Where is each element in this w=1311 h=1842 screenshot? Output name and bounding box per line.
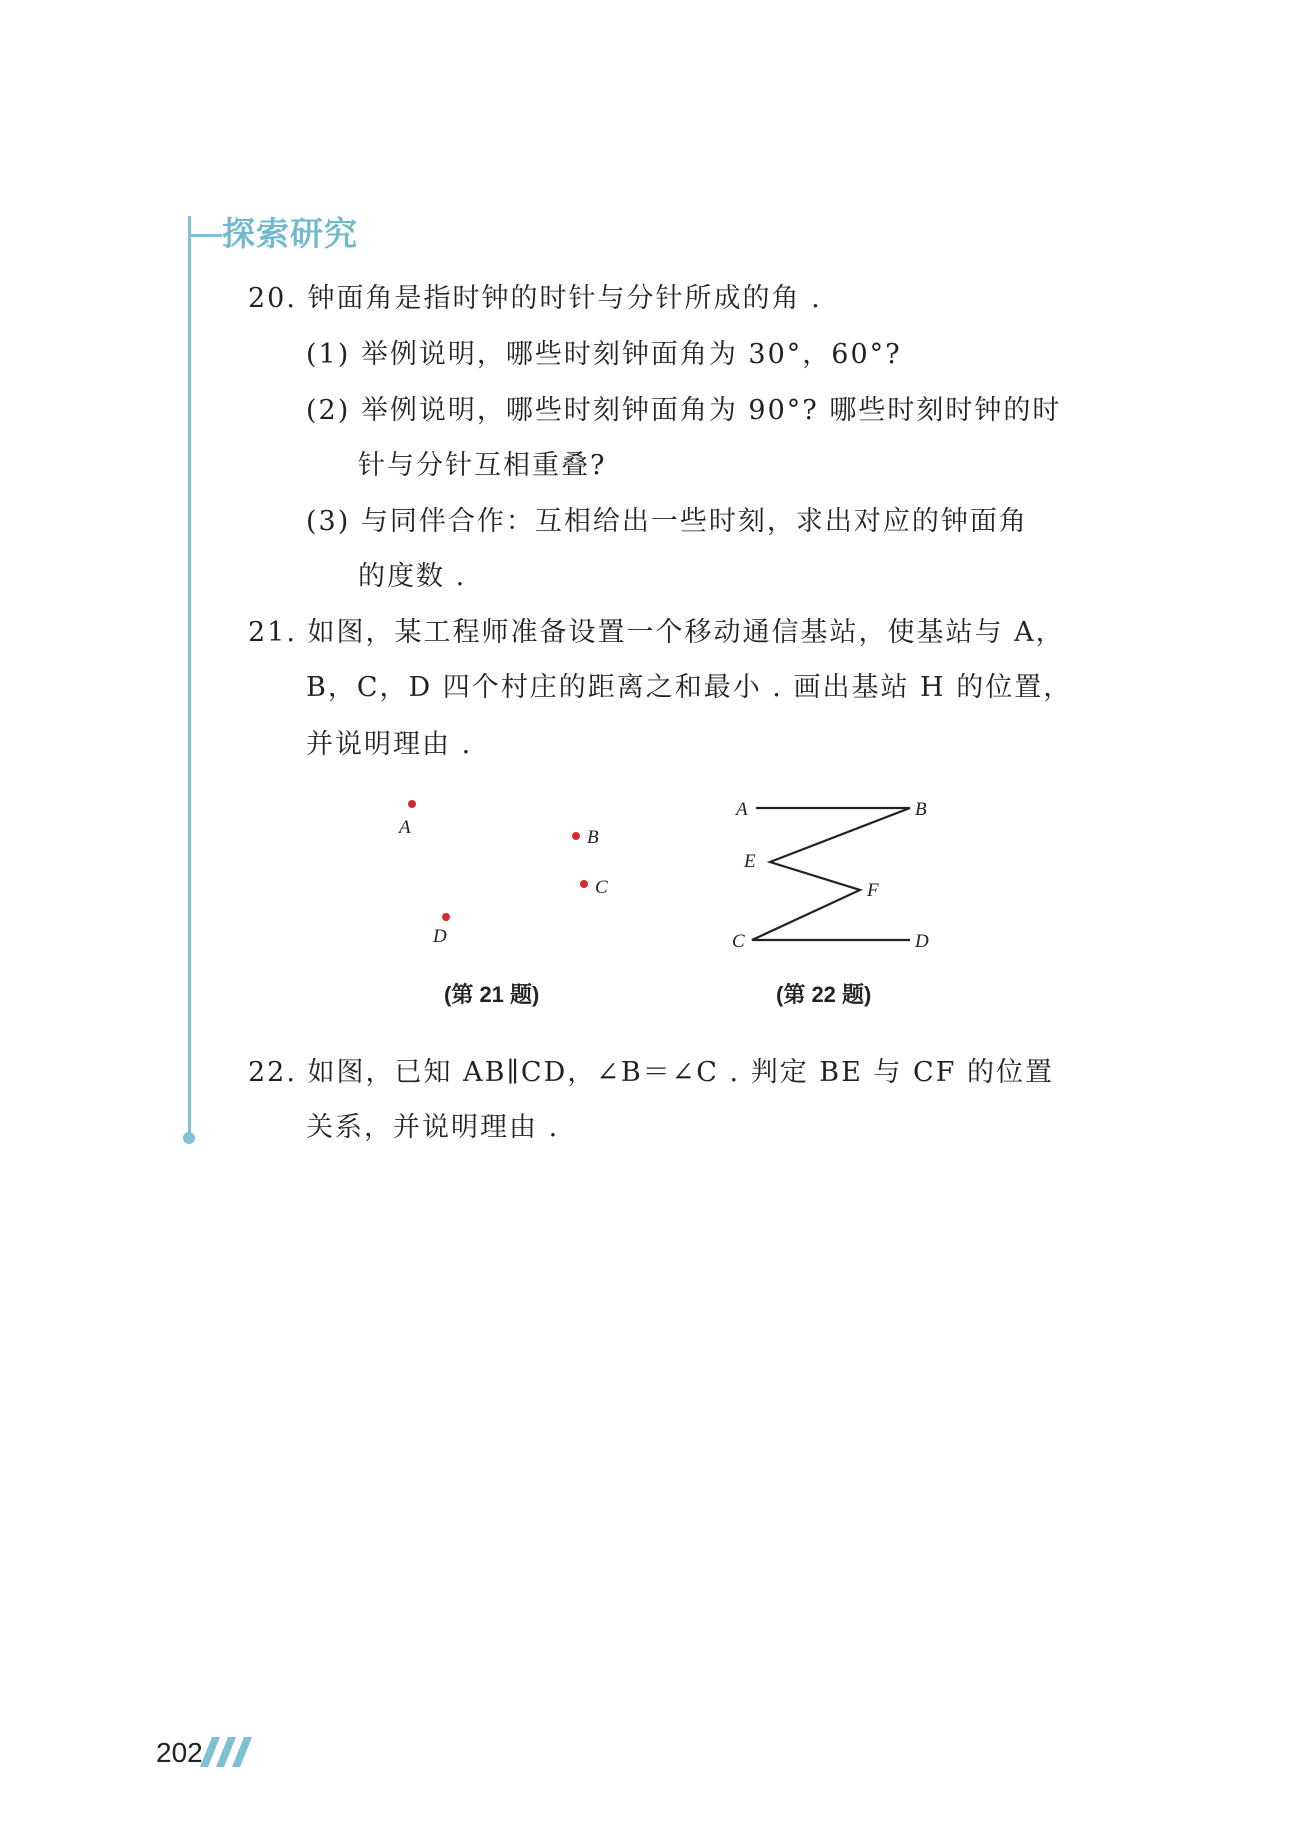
section-tick bbox=[188, 234, 222, 237]
point-b-label: B bbox=[915, 799, 927, 820]
problem-21-line2: B，C，D 四个村庄的距离之和最小 . 画出基站 H 的位置， bbox=[306, 672, 1073, 703]
problem-20-stem: 20. 钟面角是指时钟的时针与分针所成的角 . bbox=[248, 283, 822, 314]
section-title: 探索研究 bbox=[222, 214, 358, 253]
point-c-label: C bbox=[595, 877, 608, 898]
problem-20-q3-line2: 的度数 . bbox=[358, 561, 467, 592]
figure-21 bbox=[380, 780, 650, 960]
zigzag-lines bbox=[752, 808, 910, 940]
page-number: 202 bbox=[156, 1737, 203, 1768]
problem-21-line1: 21. 如图，某工程师准备设置一个移动通信基站，使基站与 A， bbox=[248, 617, 1065, 648]
figure-21-caption: (第 21 题) bbox=[444, 982, 540, 1007]
point-b-label: B bbox=[587, 827, 599, 848]
problem-20-q3-line1: (3) 与同伴合作：互相给出一些时刻，求出对应的钟面角 bbox=[306, 506, 1028, 537]
problem-20-q1: (1) 举例说明，哪些时刻钟面角为 30°，60°? bbox=[306, 339, 902, 370]
point-d-label: D bbox=[915, 931, 929, 950]
point-a-dot bbox=[408, 800, 416, 808]
point-f-label: F bbox=[867, 880, 879, 901]
point-b-dot bbox=[572, 832, 580, 840]
point-a-label: A bbox=[399, 817, 411, 838]
point-d-dot bbox=[442, 913, 450, 921]
problem-20-q2-line2: 针与分针互相重叠? bbox=[358, 450, 607, 481]
section-bar bbox=[188, 216, 191, 1138]
point-a-label: A bbox=[736, 799, 748, 820]
page-slashes-decoration bbox=[200, 1737, 254, 1769]
problem-21-line3: 并说明理由 . bbox=[306, 729, 473, 760]
problem-20-q2-line1: (2) 举例说明，哪些时刻钟面角为 90°? 哪些时刻时钟的时 bbox=[306, 395, 1062, 426]
point-c-dot bbox=[580, 880, 588, 888]
problem-22-line1: 22. 如图，已知 AB∥CD，∠B＝∠C . 判定 BE 与 CF 的位置 bbox=[248, 1057, 1054, 1088]
figure-22-caption: (第 22 题) bbox=[776, 982, 872, 1007]
problem-22-line2: 关系，并说明理由 . bbox=[306, 1112, 560, 1143]
point-c-label: C bbox=[732, 931, 745, 950]
point-e-label: E bbox=[744, 851, 756, 872]
point-d-label: D bbox=[433, 926, 447, 947]
section-end-dot bbox=[183, 1132, 195, 1144]
figure-22 bbox=[720, 780, 950, 950]
